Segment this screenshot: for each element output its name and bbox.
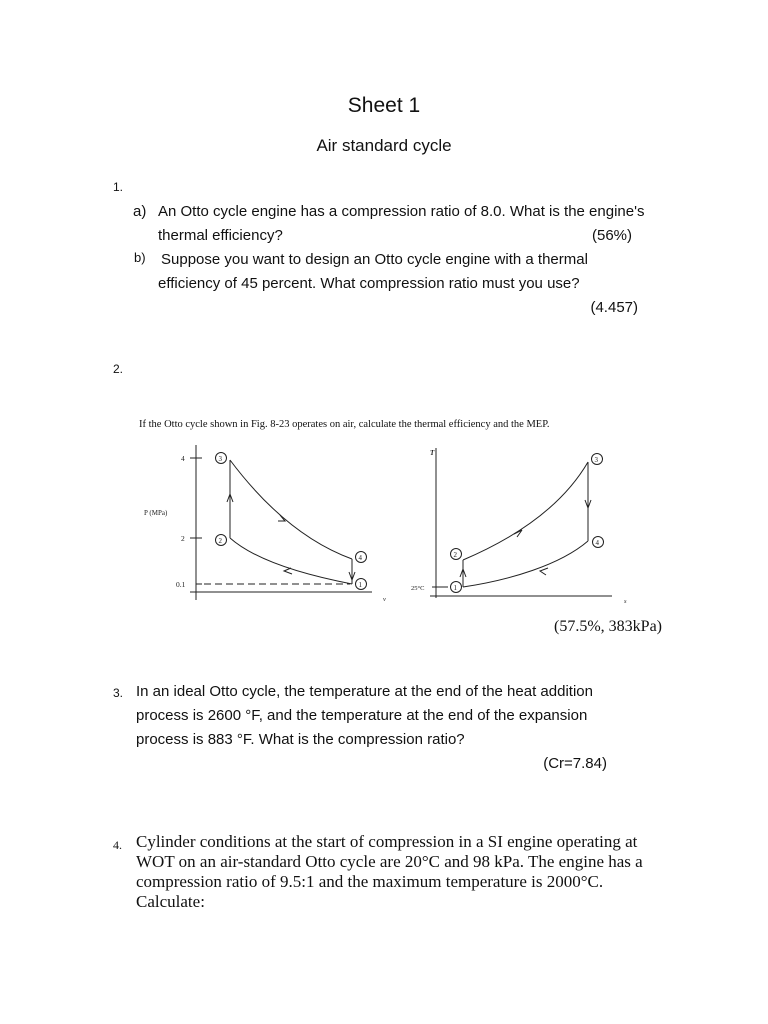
pv-state-3-label: 3 (218, 455, 222, 463)
question-3-line-1: In an ideal Otto cycle, the temperature at the end of the heat addition (136, 683, 593, 700)
pv-y-axis-label: P (MPa) (144, 509, 168, 517)
question-1b-answer: (4.457) (590, 299, 638, 316)
ts-state-4-label: 4 (595, 539, 599, 547)
ts-diagram (430, 448, 612, 598)
ts-tick-label-25c: 25°C (411, 585, 425, 592)
question-4-line-3: compression ratio of 9.5:1 and the maximum temperature is 2000°C. (136, 872, 604, 891)
ts-state-1-label: 1 (453, 584, 457, 592)
pv-tick-label-2: 2 (181, 534, 185, 543)
page-title: Sheet 1 (347, 94, 421, 117)
question-4-line-4: Calculate: (136, 892, 205, 911)
ts-x-axis-label: s (624, 598, 627, 605)
ts-y-axis-label: T (430, 449, 435, 457)
question-2-statement: If the Otto cycle shown in Fig. 8-23 operates on air, calculate the thermal efficiency and the MEP. (139, 419, 550, 430)
question-2-number: 2. (113, 362, 124, 376)
pv-state-4-label: 4 (358, 554, 362, 562)
question-4-line-1: Cylinder conditions at the start of compression in a SI engine operating at (136, 832, 638, 851)
question-3-number: 3. (113, 686, 124, 700)
question-1a-marker: a) (133, 203, 147, 220)
question-3-line-3: process is 883 °F. What is the compression ratio? (136, 731, 465, 748)
pv-compression-curve (230, 538, 352, 584)
pv-expansion-curve (230, 460, 352, 559)
question-3-line-2: process is 2600 °F, and the temperature at the end of the expansion (136, 707, 588, 724)
ts-heat-rejection (463, 541, 588, 587)
pv-diagram (190, 445, 372, 600)
pv-state-1-label: 1 (358, 581, 362, 589)
question-2-answer: (57.5%, 383kPa) (554, 618, 662, 635)
question-1b-marker: b) (134, 250, 146, 265)
question-1b-line-2: efficiency of 45 percent. What compression ratio must you use? (158, 275, 580, 292)
pv-x-axis-label: v (383, 596, 386, 603)
question-4-number: 4. (113, 838, 122, 852)
question-4-line-2: WOT on an air-standard Otto cycle are 20°C and 98 kPa. The engine has a (136, 852, 643, 871)
question-1a-answer: (56%) (591, 227, 632, 244)
ts-heat-addition (463, 462, 588, 560)
question-1a-line-1: An Otto cycle engine has a compression ratio of 8.0. What is the engine's (158, 203, 645, 220)
pv-tick-label-01: 0.1 (176, 580, 186, 589)
pv-tick-label-4: 4 (181, 454, 185, 463)
pv-state-2-label: 2 (218, 537, 222, 545)
page-subtitle: Air standard cycle (316, 136, 452, 155)
ts-arrow-heat-reject (540, 568, 548, 575)
question-1-number: 1. (113, 180, 124, 194)
question-1a-line-2: thermal efficiency? (158, 227, 283, 244)
ts-state-3-label: 3 (594, 456, 598, 464)
question-3-answer: (Cr=7.84) (543, 755, 607, 772)
question-1b-line-1: Suppose you want to design an Otto cycle engine with a thermal (161, 251, 588, 268)
ts-state-2-label: 2 (453, 551, 457, 559)
